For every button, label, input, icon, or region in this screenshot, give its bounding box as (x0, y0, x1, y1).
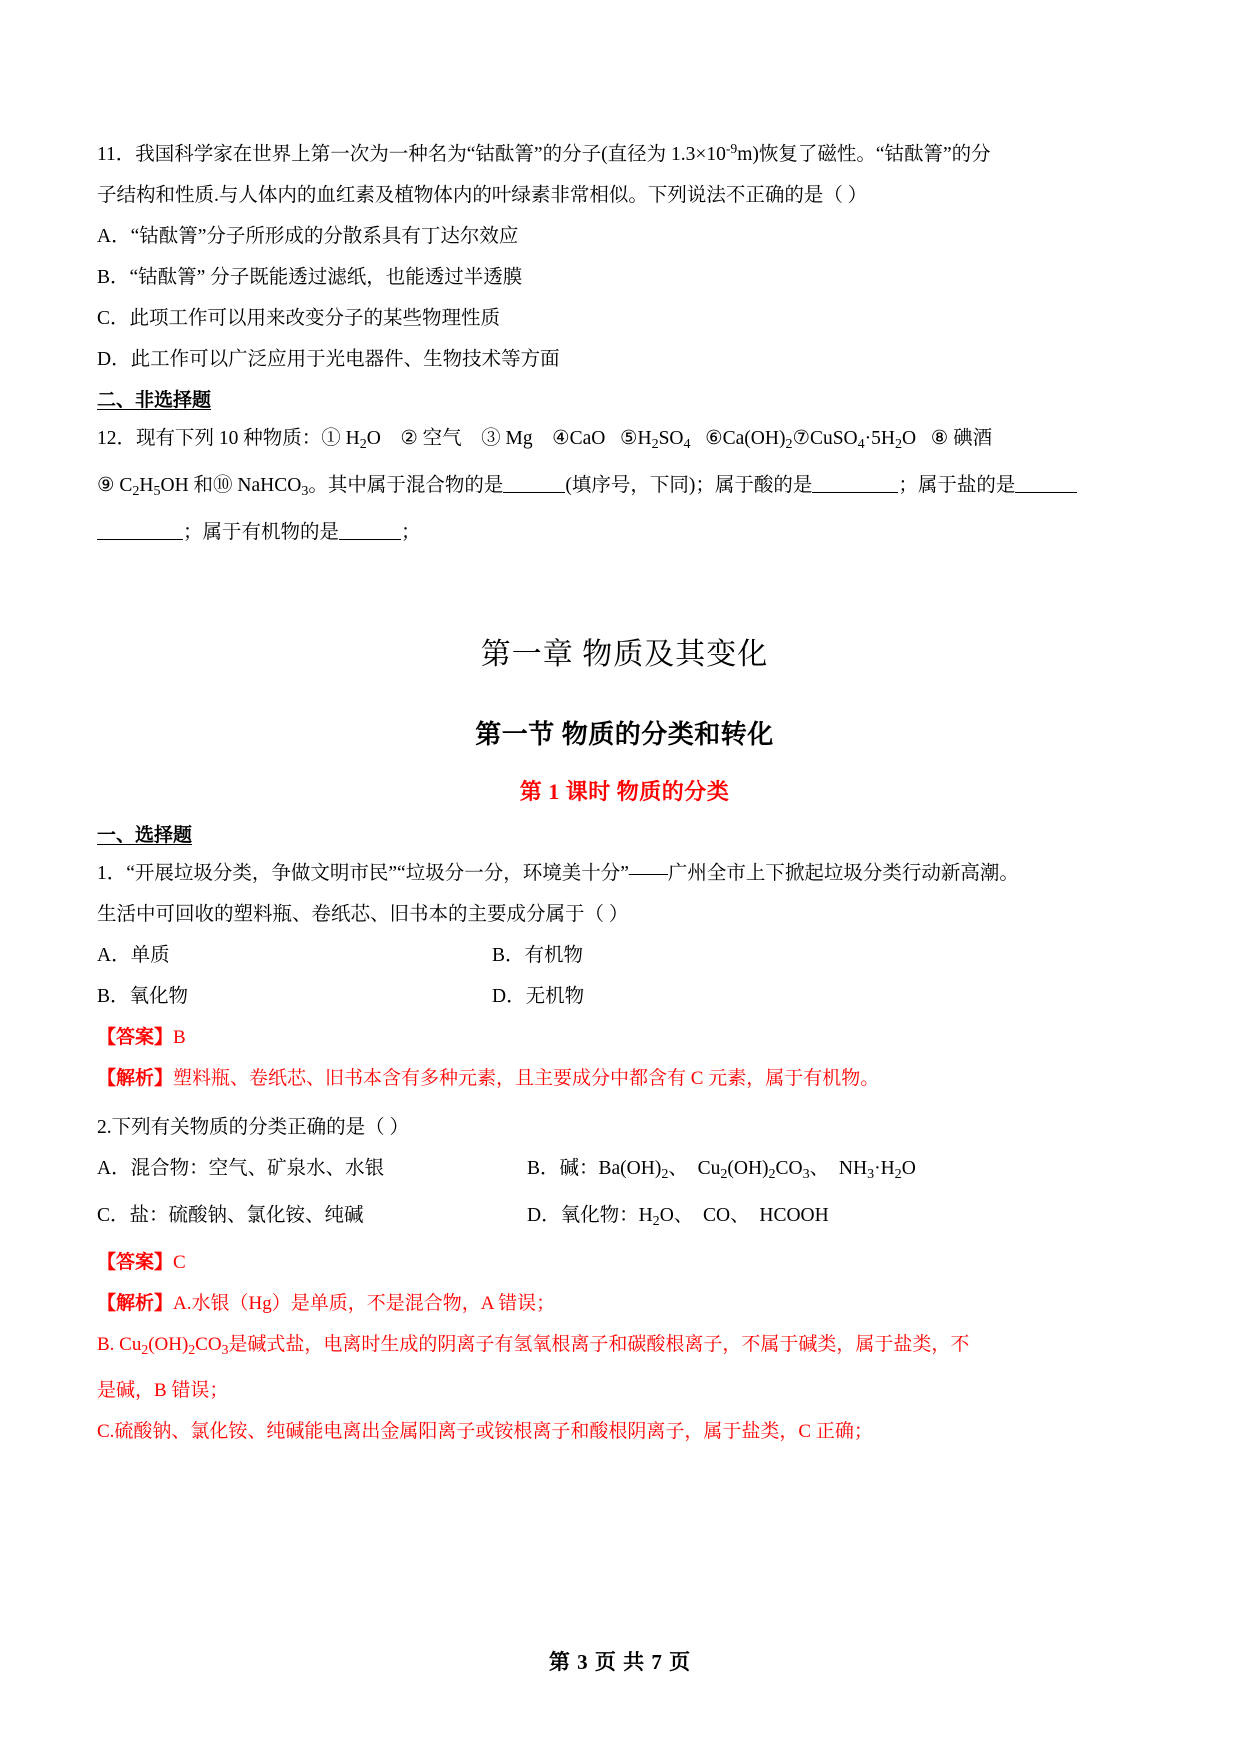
question-2-analysis-a-text: A.水银（Hg）是单质，不是混合物，A 错误； (173, 1292, 556, 1314)
question-11-option-a: A．“钴酞箐”分子所形成的分散系具有丁达尔效应 (97, 226, 519, 248)
question-2-option-a: A．混合物：空气、矿泉水、水银 (97, 1157, 385, 1179)
page-content (97, 128, 1152, 1452)
question-2-answer (97, 1242, 1152, 1283)
spacer (97, 1099, 1152, 1107)
question-1-options-row2 (97, 976, 1152, 1017)
question-1-line1: 1．“开展垃圾分类，争做文明市民”“垃圾分一分，环境美十分”——广州全市上下掀起垃圾分类行动新高潮。 (97, 862, 1019, 884)
question-2-analysis-c: C.硫酸钠、氯化铵、纯碱能电离出金属阳离子或铵根离子和酸根阴离子，属于盐类，C 正确； (97, 1420, 873, 1442)
question-1-answer-tag: 【答案】 (97, 1025, 174, 1048)
page-footer: 第 3 页 共 7 页 (548, 1650, 692, 1674)
question-1-line2: 生活中可回收的塑料瓶、卷纸芯、旧书本的主要成分属于（ ） (97, 903, 629, 925)
question-2-analysis-b-line1: B. $Cu_2(OH)_2CO_3$是碱式盐，电离时生成的阴离子有氢氧根离子和碳酸根离子，不属于碱类，属于盐类，不 (97, 1333, 970, 1357)
question-1-analysis-tag: 【解析】 (97, 1066, 174, 1089)
blank-acid[interactable] (812, 474, 898, 494)
question-1-answer-value: B (173, 1026, 186, 1048)
question-2-answer-tag: 【答案】 (97, 1250, 174, 1273)
section-title: 第一节 物质的分类和转化 (475, 719, 774, 749)
question-2-options-row2 (97, 1195, 1152, 1242)
question-2-analysis-a (97, 1283, 1152, 1324)
question-1-answer (97, 1017, 1152, 1058)
question-12-line3: ；属于有机物的是 ； (97, 512, 1152, 553)
question-1-options-row1 (97, 935, 1152, 976)
question-2-answer-value: C (173, 1251, 186, 1273)
question-12-line1: 12．现有下列 10 种物质：① $H_2O$ ② 空气 ③ Mg ④CaO $⑤H_2SO_4$ $⑥Ca(OH)_2⑦CuSO_4\cdot 5H_2O$ ⑧ 碘酒 (97, 428, 993, 453)
question-1-analysis (97, 1058, 1152, 1099)
question-11-option-b: B．“钴酞箐” 分子既能透过滤纸，也能透过半透膜 (97, 267, 523, 289)
blank-mixture[interactable] (503, 474, 565, 494)
question-1-option-b-left: B．氧化物 (97, 985, 189, 1007)
question-12-line2: ⑨ $C_2H_5OH$ 和⑩ NaHCO$_3$。其中属于混合物的是 (填序号，下同)；属于酸的是 ；属于盐的是 (97, 465, 1152, 512)
section-heading-non-choice: 二、非选择题 (97, 389, 212, 412)
question-2-analysis-b-text: 是碱式盐，电离时生成的阴离子有氢氧根离子和碳酸根离子，不属于碱类，属于盐类，不 (228, 1333, 970, 1355)
question-11-exponent: -9 (725, 141, 738, 156)
question-1-option-d-right: D．无机物 (492, 985, 585, 1007)
question-11-option-c: C．此项工作可以用来改变分子的某些物理性质 (97, 308, 501, 330)
chapter-title: 第一章 物质及其变化 (480, 637, 769, 671)
question-2-option-d: D．氧化物：$H_2O$、 CO、 HCOOH (527, 1204, 829, 1229)
question-11-text-part1: 11．我国科学家在世界上第一次为一种名为“钴酞箐”的分子(直径为 1.3×10 (97, 144, 726, 166)
question-1-option-b-right: B．有机物 (492, 944, 584, 966)
question-1-option-a: A．单质 (97, 944, 170, 966)
section-heading-choice: 一、选择题 (97, 823, 193, 846)
blank-organic[interactable] (339, 520, 401, 540)
blank-salt-part1[interactable] (1015, 474, 1077, 494)
question-11-text-part2: m)恢复了磁性。“钴酞箐”的分 (737, 144, 991, 166)
question-11-body-line1 (97, 128, 1152, 175)
question-2-options-row1 (97, 1148, 1152, 1195)
lesson-title: 第 1 课时 物质的分类 (519, 778, 730, 804)
question-2-analysis-tag: 【解析】 (97, 1291, 174, 1314)
blank-salt-part2[interactable] (97, 520, 183, 540)
question-11-option-d: D．此工作可以广泛应用于光电器件、生物技术等方面 (97, 349, 560, 371)
question-2-option-c: C．盐：硫酸钠、氯化铵、纯碱 (97, 1204, 364, 1226)
question-2-analysis-b-line2: 是碱，B 错误； (97, 1379, 229, 1401)
question-1-analysis-text: 塑料瓶、卷纸芯、旧书本含有多种元素，且主要成分中都含有 C 元素，属于有机物。 (173, 1067, 880, 1089)
question-2-stem: 2.下列有关物质的分类正确的是（ ） (97, 1116, 410, 1138)
question-11-body-line2: 子结构和性质.与人体内的血红素及植物体内的叶绿素非常相似。下列说法不正确的是（ ） (97, 185, 868, 207)
question-2-option-b: B．碱：$Ba(OH)_2$、 $Cu_2(OH)_2CO_3$、 $NH_3\cdot H_2O$ (527, 1157, 916, 1182)
